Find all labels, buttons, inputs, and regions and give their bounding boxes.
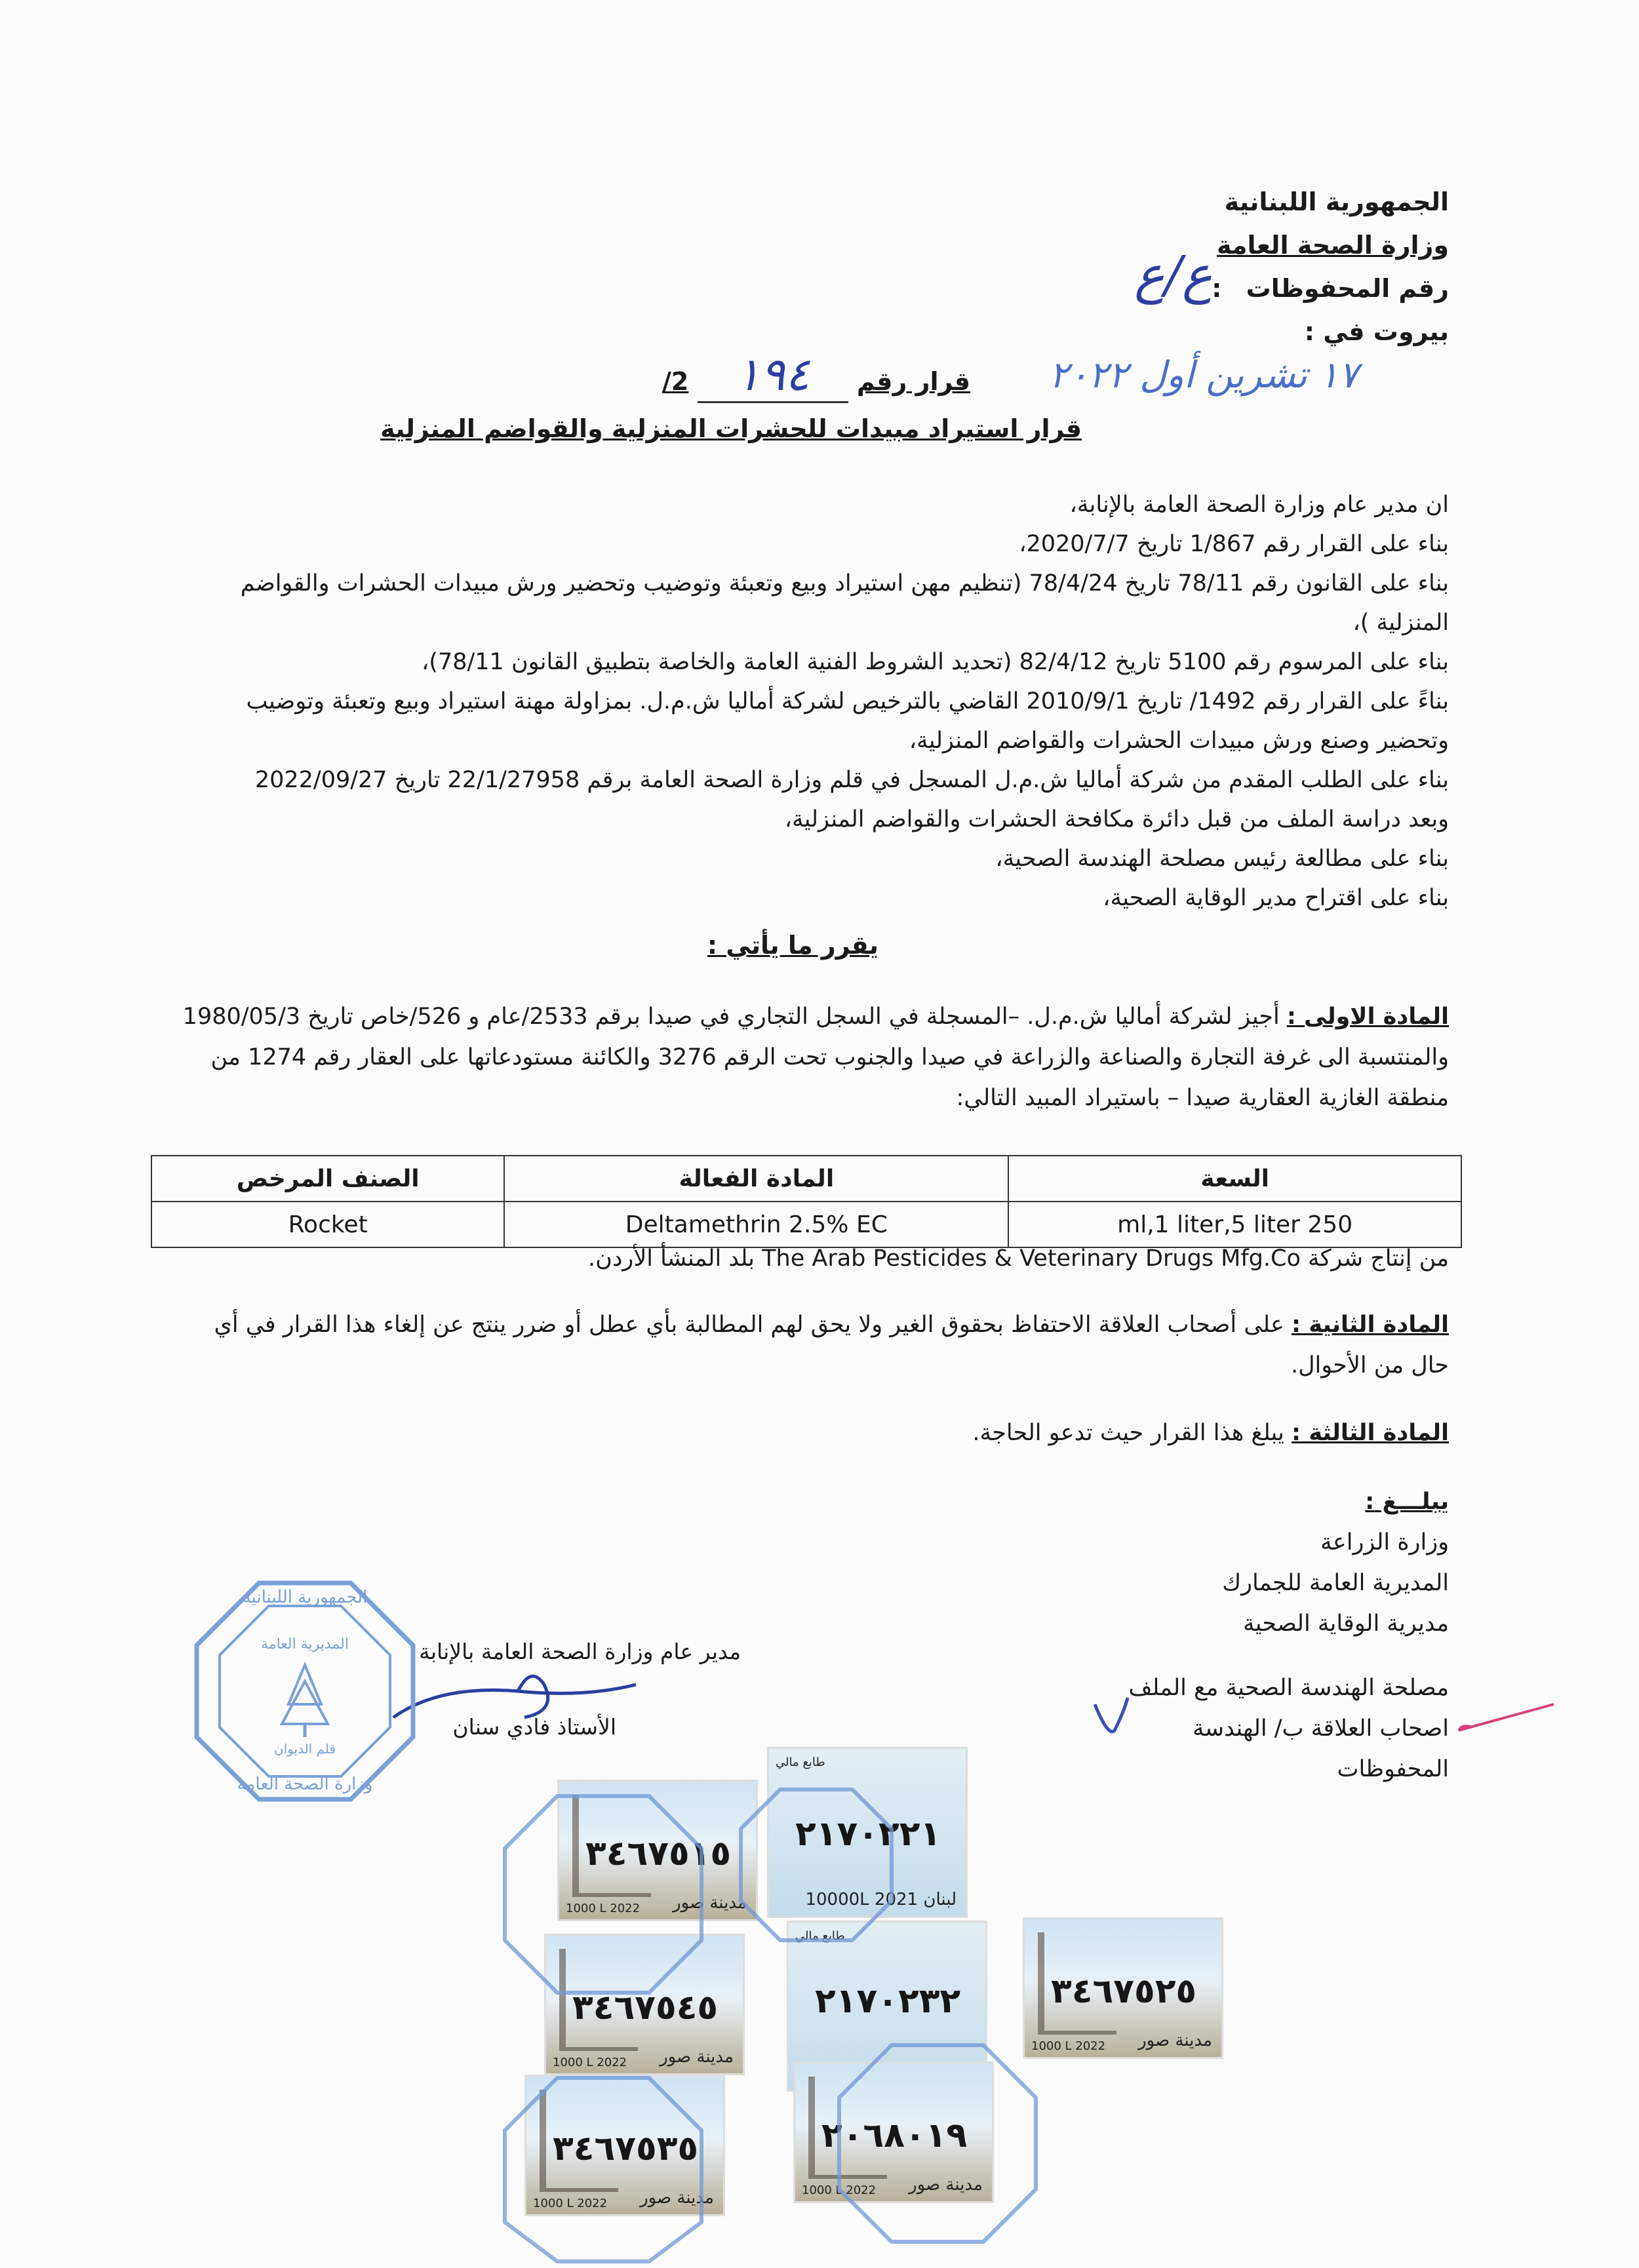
- beirut-date-label: بيروت في :: [1304, 317, 1449, 346]
- handwritten-decision-number: ١٩٤: [698, 347, 848, 403]
- decides-heading: يقرر ما يأتي :: [707, 931, 879, 960]
- notify-item: اصحاب العلاقة ب/ الهندسة: [1193, 1715, 1449, 1742]
- preamble-line: ان مدير عام وزارة الصحة العامة بالإنابة،: [1069, 492, 1449, 518]
- notify-list: [990, 1481, 1449, 1789]
- stamp-label: مدينة صور: [660, 2047, 734, 2067]
- stamp-price: طابع مالي: [795, 1929, 845, 1943]
- stamp-price: 1000 L 2022: [802, 2183, 877, 2197]
- signatory-name: الأستاذ فادي سنان: [452, 1714, 616, 1740]
- decision-number-label: قرار رقم: [856, 367, 970, 396]
- product-table: [151, 1155, 1462, 1248]
- article-2-line: [138, 1304, 1449, 1345]
- article-1-line: [138, 996, 1449, 1037]
- stamp-price: 1000 L 2022: [1031, 2039, 1106, 2053]
- stamp-number: ٣٤٦٧٥١٥: [585, 1834, 732, 1873]
- letterhead: [990, 180, 1449, 353]
- notify-label: يبلـــغ :: [1365, 1489, 1449, 1515]
- header-licensed-product: الصنف المرخص: [151, 1156, 504, 1202]
- seal-office-text: قلم الديوان: [273, 1741, 336, 1757]
- notify-item: وزارة الزراعة: [1320, 1529, 1449, 1555]
- seal-top-text: الجمهورية اللبنانية: [242, 1588, 368, 1607]
- official-seal: [190, 1576, 420, 1806]
- stamp-label: مدينة صور: [909, 2175, 983, 2195]
- table-header-row: [151, 1156, 1461, 1202]
- cell-active-ingredient: Deltamethrin 2.5% EC: [504, 1202, 1008, 1247]
- pink-pen-mark: [1455, 1698, 1560, 1737]
- producer-line: من إنتاج شركة The Arab Pesticides & Veterinary Drugs Mfg.Co بلد المنشأ الأردن.: [588, 1245, 1449, 1272]
- article-1: [138, 996, 1449, 1118]
- preamble-line: بناء على القانون رقم 78/11 تاريخ 78/4/24 (تنظيم مهن استيراد وبيع وتعبئة وتوضيب وتحضير ورش مبيدات الحشرات والقواضم: [240, 570, 1449, 596]
- stamp-number: ٢١٧٠٢٢١: [795, 1814, 941, 1854]
- preamble-line: بناء على اقتراح مدير الوقاية الصحية،: [1103, 885, 1449, 911]
- article-1-label: المادة الاولى :: [1286, 1004, 1449, 1030]
- article-1-text: أجيز لشركة أماليا ش.م.ل. –المسجلة في السجل التجاري في صيدا برقم 2533/عام و 526/خاص تاريخ 1980/05/3: [182, 1004, 1280, 1030]
- article-2-text: على أصحاب العلاقة الاحتفاظ بحقوق الغير ولا يحق لهم المطالبة بأي عطل أو ضرر ينتج عن إلغاء هذا القرار في أي: [214, 1312, 1284, 1338]
- archive-number-colon: :: [1212, 274, 1222, 303]
- cell-licensed-product: Rocket: [151, 1202, 504, 1247]
- handwritten-date: ١٧ تشرين أول ٢٠٢٢: [1049, 354, 1358, 397]
- seal-imprints-overlay: [485, 1757, 1141, 2268]
- preamble-line: وبعد دراسة الملف من قبل دائرة مكافحة الحشرات والقواضم المنزلية،: [784, 806, 1449, 832]
- header-active-ingredient: المادة الفعالة: [504, 1156, 1008, 1202]
- decision-number-suffix: 2/: [662, 367, 689, 396]
- article-3-label: المادة الثالثة :: [1292, 1420, 1449, 1446]
- preamble-line: وتحضير وصنع ورش مبيدات الحشرات والقواضم المنزلية،: [909, 728, 1449, 754]
- preamble-line: المنزلية )،: [1353, 610, 1449, 636]
- stamp-label: 10000L لبنان 2021: [805, 1890, 957, 1909]
- notify-item: مصلحة الهندسة الصحية مع الملف: [1128, 1675, 1449, 1701]
- seal-inner-text: المديرية العامة: [261, 1636, 349, 1652]
- article-2-label: المادة الثانية :: [1292, 1312, 1449, 1338]
- stamp-number: ٣٤٦٧٥٢٥: [1051, 1972, 1197, 2011]
- preamble-line: بناء على القرار رقم 1/867 تاريخ 2020/7/7،: [1019, 531, 1449, 557]
- handwritten-check-mark: [1088, 1691, 1134, 1744]
- stamp-label: مدينة صور: [673, 1893, 747, 1913]
- article-1-line: والمنتسبة الى غرفة التجارة والصناعة والزراعة في صيدا والجنوب تحت الرقم 3276 والكائنة مستودعاتها على العقار رقم 1274 من: [210, 1044, 1449, 1070]
- decision-number-row: [446, 347, 970, 403]
- stamp-number: ٢١٧٠٢٣٢: [815, 1982, 961, 2021]
- ministry-name: وزارة الصحة العامة: [1216, 231, 1449, 260]
- preamble-line: بناء على مطالعة رئيس مصلحة الهندسة الصحية،: [995, 846, 1449, 872]
- preamble-line: بناء على المرسوم رقم 5100 تاريخ 82/4/12 (تحديد الشروط الفنية العامة والخاصة بتطبيق القانون 78/11)،: [421, 649, 1449, 675]
- stamp-number: ٢٠٦٨٠١٩: [821, 2116, 968, 2155]
- product-table-wrapper: [151, 1155, 1462, 1248]
- archive-number-row: [990, 267, 1449, 310]
- stamp-price: 1000 L 2022: [533, 2197, 608, 2210]
- cell-capacity: 250 ml,1 liter,5 liter: [1008, 1202, 1461, 1247]
- stamp-number: ٣٤٦٧٥٤٥: [572, 1988, 719, 2027]
- seal-bottom-text: وزارة الصحة العامة: [237, 1774, 373, 1794]
- document-title: قرار استيراد مبيدات للحشرات المنزلية والقواضم المنزلية: [380, 414, 1082, 443]
- stamp-number: ٣٤٦٧٥٣٥: [553, 2129, 699, 2168]
- article-3-text: يبلغ هذا القرار حيث تدعو الحاجة.: [972, 1420, 1284, 1446]
- stamp-label: مدينة صور: [1138, 2031, 1212, 2050]
- stamp-label: مدينة صور: [640, 2188, 714, 2208]
- header-capacity: السعة: [1008, 1156, 1461, 1202]
- stamp-price: 1000 L 2022: [566, 1902, 641, 1915]
- preamble-line: بناء على الطلب المقدم من شركة أماليا ش.م.ل المسجل في قلم وزارة الصحة العامة برقم 22/1/27958 تاريخ 2022/09/27: [254, 767, 1449, 793]
- preamble-line: بناءً على القرار رقم 1492/ تاريخ 2010/9/1 القاضي بالترخيص لشركة أماليا ش.م.ل. بمزاولة مهنة استيراد وبيع وتعبئة وتوضيب: [246, 688, 1449, 714]
- republic-name: الجمهورية اللبنانية: [1224, 187, 1449, 216]
- handwritten-archive-number: ع/ع: [1134, 246, 1213, 305]
- article-1-line: منطقة الغازية العقارية صيدا – باستيراد المبيد التالي:: [956, 1085, 1449, 1111]
- article-3: [138, 1413, 1449, 1453]
- article-2: [138, 1304, 1449, 1386]
- notify-item: المحفوظات: [1337, 1756, 1449, 1782]
- notify-item: مديرية الوقاية الصحية: [1243, 1611, 1449, 1637]
- stamp-price: طابع مالي: [776, 1755, 825, 1769]
- archive-number-label: رقم المحفوظات: [1246, 274, 1449, 303]
- stamp-price: 1000 L 2022: [553, 2056, 627, 2069]
- article-2-line: حال من الأحوال.: [1290, 1352, 1449, 1378]
- preamble: [138, 485, 1449, 918]
- signatory-title: مدير عام وزارة الصحة العامة بالإنابة: [419, 1639, 741, 1664]
- notify-item: المديرية العامة للجمارك: [1222, 1570, 1449, 1596]
